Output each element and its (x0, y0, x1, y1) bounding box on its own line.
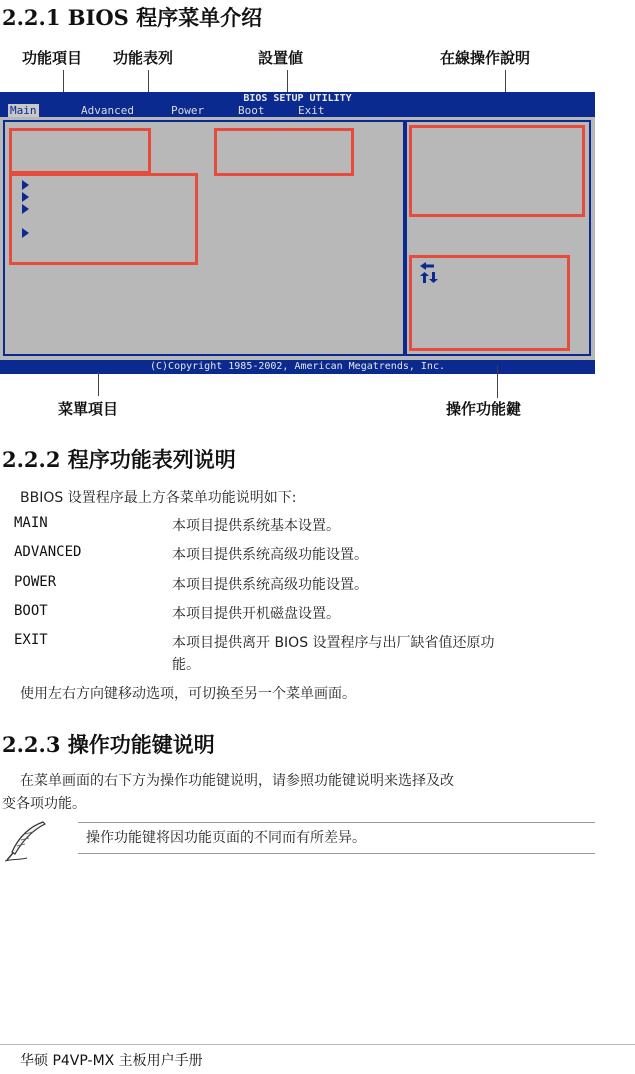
desc-power: 本项目提供系统高级功能设置。 (172, 577, 368, 593)
menu-navigation-note: 使用左右方向键移动选项，可切换至另一个菜单画面。 (20, 686, 356, 702)
bios-menu-boot[interactable]: Boot (238, 104, 265, 117)
nav-keys-paragraph-line2: 变各项功能。 (2, 796, 86, 812)
footer-rule (0, 1044, 635, 1045)
nav-keys-note: 操作功能键将因功能页面的不同而有所差异。 (86, 830, 366, 846)
bios-title: BIOS SETUP UTILITY (243, 93, 352, 104)
footer-text: 华硕 P4VP-MX 主板用户手册 (20, 1053, 203, 1069)
callout-online-help: 在線操作說明 (440, 49, 531, 67)
callout-nav-keys: 操作功能鍵 (446, 400, 522, 418)
term-advanced: ADVANCED (14, 544, 82, 560)
submenu-arrow-icon (22, 204, 29, 214)
note-feather-icon (3, 818, 49, 864)
bios-copyright: (C)Copyright 1985-2002, American Megatrends, Inc. (0, 360, 595, 374)
section-title-3: 2.2.3 操作功能键说明 (2, 732, 215, 757)
term-boot: BOOT (14, 603, 48, 619)
term-power: POWER (14, 574, 57, 590)
callout-menu-item: 功能項目 (22, 49, 83, 67)
highlight-menu-item (9, 128, 151, 174)
leader-line (98, 372, 99, 396)
desc-boot: 本项目提供开机磁盘设置。 (172, 606, 340, 622)
submenu-arrow-icon (22, 228, 29, 238)
leader-line (497, 366, 498, 398)
highlight-setting-value (214, 128, 354, 176)
callout-setting-value: 設置値 (258, 49, 304, 67)
nav-arrow-keys-icon (418, 261, 440, 285)
note-rule-bottom (78, 853, 595, 854)
desc-exit-cont: 能。 (172, 657, 200, 673)
term-exit: EXIT (14, 632, 48, 648)
bios-menu-exit[interactable]: Exit (298, 104, 325, 117)
section-title-1: 2.2.1 BIOS 程序菜单介绍 (2, 5, 263, 30)
nav-keys-paragraph-line1: 在菜单画面的右下方为操作功能键说明，请参照功能键说明来选择及改 (20, 773, 454, 789)
menu-intro-text: BBIOS 设置程序最上方各菜单功能说明如下: (20, 490, 297, 506)
bios-menu-bar (0, 92, 595, 117)
section-title-2: 2.2.2 程序功能表列说明 (2, 447, 236, 472)
highlight-online-help (409, 125, 585, 217)
desc-exit: 本项目提供离开 BIOS 设置程序与出厂缺省值还原功 (172, 635, 495, 651)
submenu-arrow-icon (22, 192, 29, 202)
bios-menu-main[interactable]: Main (10, 104, 37, 117)
callout-menu-bar: 功能表列 (113, 49, 174, 67)
note-rule-top (78, 822, 595, 823)
submenu-arrow-icon (22, 180, 29, 190)
bios-menu-power[interactable]: Power (171, 104, 205, 117)
bios-screen (0, 92, 595, 372)
desc-main: 本项目提供系统基本设置。 (172, 518, 340, 534)
bios-menu-advanced[interactable]: Advanced (81, 104, 134, 117)
highlight-submenu-items (9, 173, 198, 265)
term-main: MAIN (14, 515, 48, 531)
desc-advanced: 本项目提供系统高级功能设置。 (172, 547, 368, 563)
callout-submenu-item: 菜單項目 (58, 400, 119, 418)
leader-line (505, 70, 506, 92)
